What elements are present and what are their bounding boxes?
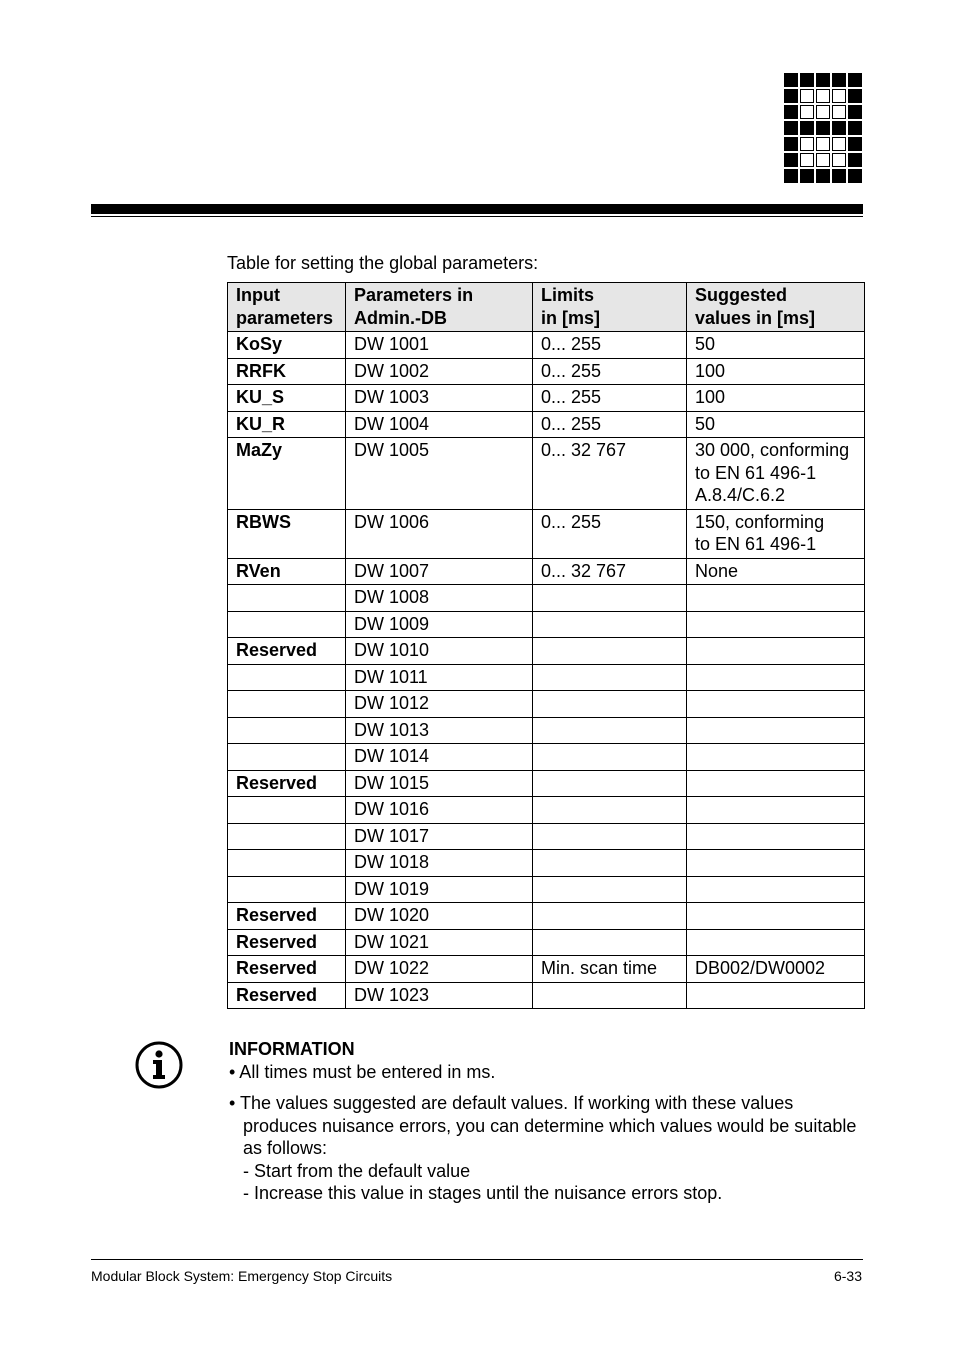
- cell-limits: [533, 332, 687, 359]
- cell-input-parameter: Reserved: [228, 929, 346, 956]
- logo-square: [800, 73, 814, 87]
- cell-suggested-value: [687, 929, 865, 956]
- table-row: [228, 358, 865, 385]
- cell-input-parameter: RBWS: [228, 509, 346, 558]
- logo-square: [832, 89, 846, 103]
- limits-line: 0... 255: [541, 334, 602, 354]
- table-row: [228, 509, 865, 558]
- cell-input-parameter: RRFK: [228, 358, 346, 385]
- cell-limits: [533, 558, 687, 585]
- suggested-line: 50: [695, 334, 716, 354]
- cell-input-parameter: Reserved: [228, 982, 346, 1009]
- header-rule-thin: [91, 216, 863, 217]
- cell-suggested-value: [687, 358, 865, 385]
- cell-input-parameter: MaZy: [228, 438, 346, 510]
- cell-suggested-value: [687, 744, 865, 771]
- cell-suggested-value: [687, 770, 865, 797]
- cell-input-parameter: [228, 876, 346, 903]
- cell-input-parameter: [228, 823, 346, 850]
- logo-square: [848, 153, 862, 167]
- cell-admin-db-param: DW 1017: [346, 823, 533, 850]
- cell-suggested-value: [687, 876, 865, 903]
- cell-admin-db-param: DW 1006: [346, 509, 533, 558]
- cell-admin-db-param: DW 1007: [346, 558, 533, 585]
- table-row: [228, 664, 865, 691]
- logo-square: [816, 105, 830, 119]
- cell-suggested-value: [687, 797, 865, 824]
- cell-suggested-value: [687, 585, 865, 612]
- logo-square: [848, 121, 862, 135]
- cell-limits: [533, 929, 687, 956]
- table-row: [228, 332, 865, 359]
- footer-rule: [91, 1259, 863, 1260]
- cell-limits: [533, 797, 687, 824]
- cell-input-parameter: Reserved: [228, 638, 346, 665]
- logo-square: [832, 105, 846, 119]
- cell-input-parameter: KoSy: [228, 332, 346, 359]
- cell-admin-db-param: DW 1020: [346, 903, 533, 930]
- cell-input-parameter: [228, 664, 346, 691]
- cell-suggested-value: [687, 558, 865, 585]
- cell-input-parameter: RVen: [228, 558, 346, 585]
- logo-square: [848, 137, 862, 151]
- info-step-increase: - Increase this value in stages until the nuisance errors stop.: [243, 1183, 723, 1203]
- suggested-line: 150, conforming: [695, 511, 825, 532]
- company-logo: [784, 73, 864, 183]
- cell-suggested-value: [687, 717, 865, 744]
- logo-square: [800, 153, 814, 167]
- cell-admin-db-param: DW 1014: [346, 744, 533, 771]
- logo-square: [816, 121, 830, 135]
- table-caption: Table for setting the global parameters:: [227, 253, 539, 273]
- table-row: [228, 797, 865, 824]
- limits-line: 0... 255: [541, 360, 602, 381]
- cell-admin-db-param: DW 1002: [346, 358, 533, 385]
- suggested-line: to EN 61 496-1: [695, 534, 817, 554]
- suggested-line: 100: [695, 387, 726, 407]
- info-bullet-defaults: • The values suggested are default values. If working with these values produces nuisance errors, you can determine which values would be suitable as follows:: [229, 1093, 857, 1158]
- header-rule: [91, 204, 863, 214]
- suggested-line: None: [695, 560, 739, 581]
- table-row: [228, 850, 865, 877]
- logo-square: [800, 105, 814, 119]
- cell-admin-db-param: DW 1001: [346, 332, 533, 359]
- table-row: [228, 929, 865, 956]
- limits-line: 0... 255: [541, 387, 602, 407]
- cell-input-parameter: KU_R: [228, 411, 346, 438]
- cell-admin-db-param: DW 1008: [346, 585, 533, 612]
- footer-title: Modular Block System: Emergency Stop Circuits: [91, 1268, 393, 1284]
- cell-admin-db-param: DW 1004: [346, 411, 533, 438]
- logo-square: [784, 105, 798, 119]
- logo-square: [832, 121, 846, 135]
- table-row: [228, 956, 865, 983]
- suggested-line: 50: [695, 413, 716, 434]
- cell-input-parameter: Reserved: [228, 956, 346, 983]
- logo-square: [848, 89, 862, 103]
- cell-limits: [533, 611, 687, 638]
- header-input-parameters: Input parameters: [228, 283, 346, 332]
- logo-square: [784, 121, 798, 135]
- table-row: [228, 585, 865, 612]
- cell-admin-db-param: DW 1021: [346, 929, 533, 956]
- limits-line: Min. scan time: [541, 958, 658, 978]
- cell-suggested-value: [687, 611, 865, 638]
- limits-line: 0... 255: [541, 413, 602, 434]
- logo-square: [816, 169, 830, 183]
- suggested-line: A.8.4/C.6.2: [695, 485, 786, 505]
- logo-square: [784, 169, 798, 183]
- cell-admin-db-param: DW 1003: [346, 385, 533, 412]
- information-title: INFORMATION: [229, 1039, 355, 1059]
- cell-admin-db-param: DW 1005: [346, 438, 533, 510]
- limits-line: 0... 32 767: [541, 560, 627, 581]
- logo-square: [784, 137, 798, 151]
- cell-input-parameter: [228, 611, 346, 638]
- info-bullet-times: • All times must be entered in ms.: [229, 1061, 496, 1082]
- logo-square: [832, 169, 846, 183]
- logo-square: [848, 169, 862, 183]
- suggested-line: DB002/DW0002: [695, 958, 826, 978]
- cell-limits: [533, 691, 687, 718]
- table-row: [228, 823, 865, 850]
- cell-admin-db-param: DW 1018: [346, 850, 533, 877]
- table-row: [228, 691, 865, 718]
- cell-suggested-value: [687, 664, 865, 691]
- limits-line: 0... 32 767: [541, 440, 627, 460]
- cell-limits: [533, 956, 687, 983]
- cell-admin-db-param: DW 1009: [346, 611, 533, 638]
- logo-square: [800, 137, 814, 151]
- cell-suggested-value: [687, 438, 865, 510]
- limits-line: 0... 255: [541, 511, 602, 532]
- table-row: [228, 411, 865, 438]
- info-icon: [134, 1040, 184, 1090]
- information-note: [229, 1038, 869, 1205]
- table-row: [228, 385, 865, 412]
- table-row: [228, 744, 865, 771]
- cell-limits: [533, 385, 687, 412]
- cell-admin-db-param: DW 1010: [346, 638, 533, 665]
- logo-square: [848, 73, 862, 87]
- table-row: [228, 638, 865, 665]
- logo-square: [832, 153, 846, 167]
- cell-suggested-value: [687, 850, 865, 877]
- cell-input-parameter: [228, 691, 346, 718]
- logo-square: [800, 89, 814, 103]
- table-row: [228, 876, 865, 903]
- cell-suggested-value: [687, 956, 865, 983]
- cell-input-parameter: KU_S: [228, 385, 346, 412]
- cell-limits: [533, 585, 687, 612]
- logo-square: [800, 169, 814, 183]
- table-row: [228, 558, 865, 585]
- table-row: [228, 717, 865, 744]
- table-row: [228, 611, 865, 638]
- suggested-line: to EN 61 496-1: [695, 462, 817, 483]
- cell-limits: [533, 876, 687, 903]
- suggested-line: 30 000, conforming: [695, 440, 850, 460]
- cell-suggested-value: [687, 411, 865, 438]
- cell-input-parameter: [228, 850, 346, 877]
- table-row: [228, 770, 865, 797]
- cell-admin-db-param: DW 1011: [346, 664, 533, 691]
- page-number: 6-33: [833, 1268, 862, 1284]
- table-row: [228, 982, 865, 1009]
- logo-square: [848, 105, 862, 119]
- cell-admin-db-param: DW 1023: [346, 982, 533, 1009]
- cell-limits: [533, 664, 687, 691]
- cell-input-parameter: [228, 797, 346, 824]
- cell-limits: [533, 358, 687, 385]
- header-limits: Limits in [ms]: [533, 283, 687, 332]
- cell-suggested-value: [687, 691, 865, 718]
- cell-suggested-value: [687, 509, 865, 558]
- cell-input-parameter: [228, 717, 346, 744]
- cell-limits: [533, 717, 687, 744]
- logo-square: [784, 73, 798, 87]
- suggested-line: 100: [695, 360, 726, 381]
- logo-square: [800, 121, 814, 135]
- global-parameters-table: [227, 282, 865, 1009]
- cell-suggested-value: [687, 385, 865, 412]
- logo-square: [784, 89, 798, 103]
- cell-suggested-value: [687, 823, 865, 850]
- cell-admin-db-param: DW 1022: [346, 956, 533, 983]
- cell-limits: [533, 850, 687, 877]
- cell-suggested-value: [687, 982, 865, 1009]
- cell-input-parameter: [228, 585, 346, 612]
- cell-input-parameter: [228, 744, 346, 771]
- cell-input-parameter: Reserved: [228, 770, 346, 797]
- cell-admin-db-param: DW 1015: [346, 770, 533, 797]
- cell-limits: [533, 509, 687, 558]
- cell-admin-db-param: DW 1016: [346, 797, 533, 824]
- cell-suggested-value: [687, 332, 865, 359]
- cell-limits: [533, 823, 687, 850]
- table-row: [228, 903, 865, 930]
- cell-suggested-value: [687, 903, 865, 930]
- cell-suggested-value: [687, 638, 865, 665]
- cell-limits: [533, 903, 687, 930]
- header-suggested-values: Suggested values in [ms]: [687, 283, 865, 332]
- cell-limits: [533, 744, 687, 771]
- cell-input-parameter: Reserved: [228, 903, 346, 930]
- logo-square: [832, 137, 846, 151]
- logo-square: [784, 153, 798, 167]
- table-header-row: [228, 283, 865, 332]
- cell-limits: [533, 438, 687, 510]
- cell-limits: [533, 982, 687, 1009]
- cell-limits: [533, 411, 687, 438]
- logo-square: [816, 73, 830, 87]
- logo-square: [832, 73, 846, 87]
- logo-square: [816, 153, 830, 167]
- header-parameters-admin-db: Parameters in Admin.-DB: [346, 283, 533, 332]
- cell-admin-db-param: DW 1019: [346, 876, 533, 903]
- info-step-start: - Start from the default value: [243, 1160, 471, 1181]
- cell-limits: [533, 770, 687, 797]
- logo-square: [816, 89, 830, 103]
- table-row: [228, 438, 865, 510]
- logo-square: [816, 137, 830, 151]
- cell-admin-db-param: DW 1012: [346, 691, 533, 718]
- cell-limits: [533, 638, 687, 665]
- cell-admin-db-param: DW 1013: [346, 717, 533, 744]
